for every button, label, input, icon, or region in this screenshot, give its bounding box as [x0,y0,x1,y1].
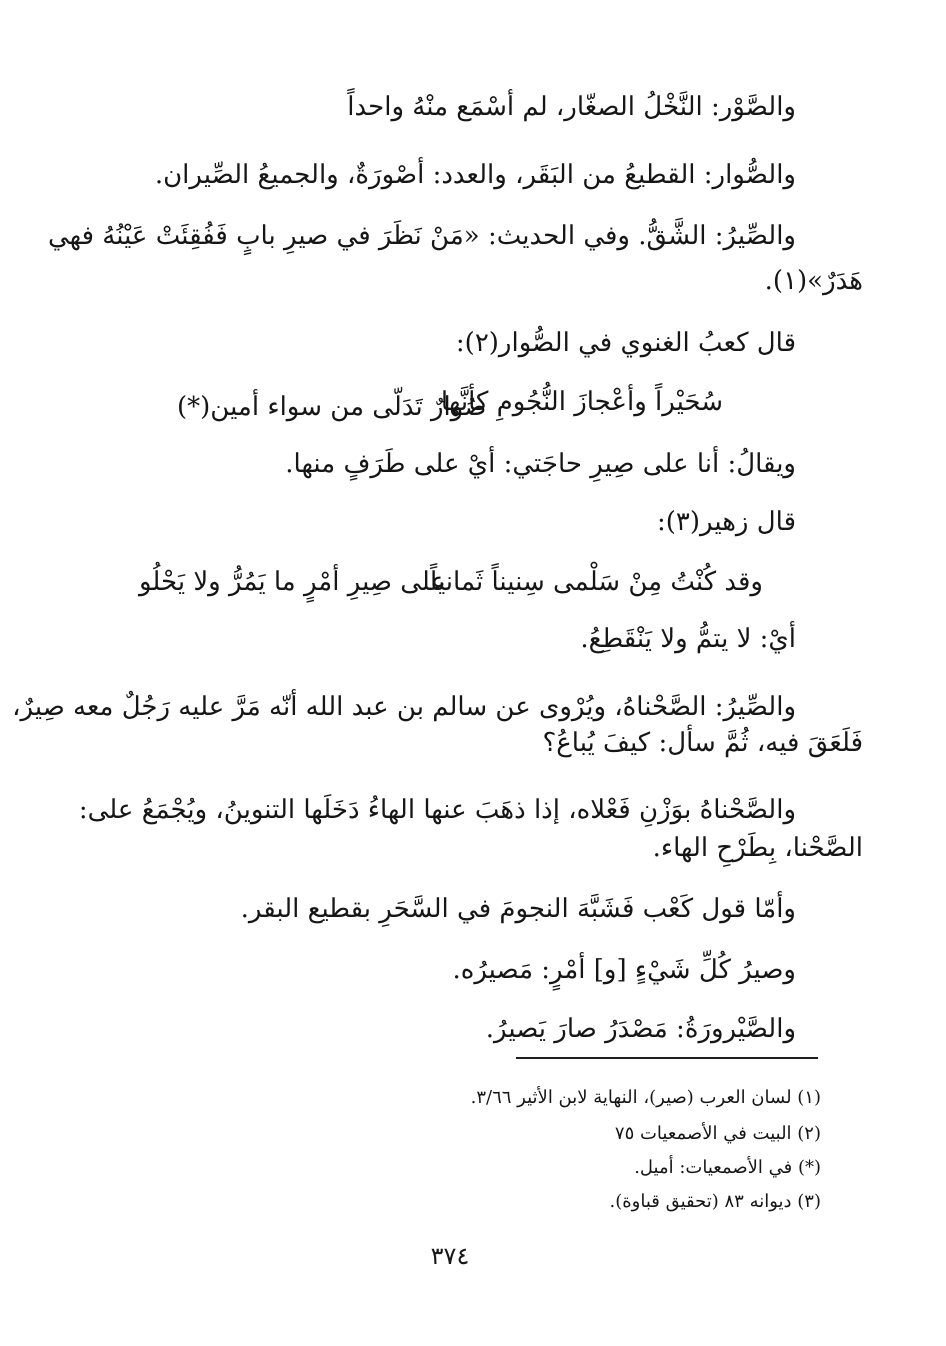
footnote-separator [516,1057,818,1059]
footnote-2: (٢) البيت في الأصمعيات ٧٥ [614,1123,821,1144]
verse-2-first-hemistich: وقد كُنْتُ مِنْ سَلْمى سِنيناً ثَمانياً [430,567,763,597]
text-line-14: وصيرُ كُلِّ شَيْءٍ [و] أمْرٍ: مَصيرُه. [452,955,796,985]
text-line-15: والصَّيْرورَةُ: مَصْدَرُ صارَ يَصيرُ. [485,1014,796,1044]
text-line-5: قال كعبُ الغنوي في الصُّوار(٢): [455,328,796,358]
text-line-11: والصَّحْناهُ بوَزْنِ فَعْلاه، إذا ذهَبَ عنها الهاءُ دَخَلَها التنوينُ، ويُجْمَعُ على: [78,795,796,825]
footnote-3: (٣) ديوانه ٨٣ (تحقيق قباوة). [609,1191,821,1212]
verse-2-second-hemistich: على صِيرِ أمْرٍ ما يَمُرُّ ولا يَحْلُو [139,567,447,597]
verse-1-first-hemistich: سُحَيْراً وأعْجازَ النُّجُومِ كأنَّها [440,387,723,417]
text-line-9: والصِّيرُ: الصَّحْناهُ، ويُرْوى عن سالم بن عبد الله أنّه مَرَّ عليه رَجُلٌ معه صِيرٌ، [12,692,796,722]
text-line-7: قال زهير(٣): [657,507,796,537]
text-line-10: فَلَعَقَ فيه، ثُمَّ سأل: كيفَ يُباعُ؟ [542,728,863,758]
footnote-1: (١) لسان العرب (صير)، النهاية لابن الأثير ٣/٦٦. [470,1087,821,1108]
footnote-star: (*) في الأصمعيات: أميل. [634,1157,821,1178]
text-line-2: والصُّوار: القطيعُ من البَقَر، والعدد: أصْورَةٌ، والجميعُ الصِّيران. [154,160,796,190]
text-line-13: وأمّا قول كَعْب فَشَبَّهَ النجومَ في السَّحَرِ بقطيع البقر. [240,894,796,924]
text-line-1: والصَّوْر: النَّخْلُ الصغّار، لم أسْمَع منْهُ واحداً [347,92,796,122]
text-line-8: أيْ: لا يتمُّ ولا يَنْقَطِعُ. [580,624,796,654]
text-line-3: والصِّيرُ: الشَّقُّ. وفي الحديث: «مَنْ نَظَرَ في صيرِ بابٍ فَفُقِئَتْ عَيْنُهُ فهي [47,221,796,251]
text-line-6: ويقالُ: أنا على صِيرِ حاجَتي: أيْ على طَرَفٍ منها. [285,449,796,479]
verse-1-second-hemistich: صُوارٌ تَدَلّى من سواء أمين(*) [177,392,487,422]
page-number: ٣٧٤ [430,1242,470,1270]
text-line-12: الصَّحْنا، بِطَرْحِ الهاء. [652,833,863,863]
text-line-4: هَدَرٌ»(١). [764,266,863,296]
